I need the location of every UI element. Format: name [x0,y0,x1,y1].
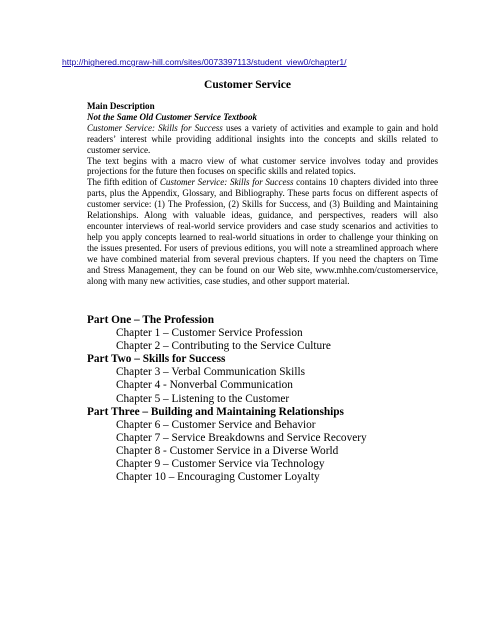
book-title: Customer Service: Skills for Success [159,177,294,188]
chapter-item: Chapter 5 – Listening to the Customer [116,392,290,405]
part-heading: Part Three – Building and Maintaining Relationships [87,405,344,418]
chapter-item: Chapter 9 – Customer Service via Technology [116,458,325,471]
chapter-item: Chapter 7 – Service Breakdowns and Service Recovery [116,431,367,444]
paragraph-2: The text begins with a macro view of what customer service involves today and provides projections for the future then focuses on specific skills and related topics. [87,155,438,177]
chapter-item: Chapter 10 – Encouraging Customer Loyalty [116,471,320,484]
book-title: Customer Service: Skills for Success [87,122,223,133]
chapter-item: Chapter 4 - Nonverbal Communication [116,379,293,392]
section-subheading: Not the Same Old Customer Service Textbook [87,111,258,122]
paragraph-3-text: contains 10 chapters divided into three parts, plus the Appendix, Glossary, and Bibliography. These parts focus on different aspects of customer service: (1) The Profession, (2) Skills for Success, and (3) Building and Maintaining Relationships. Along with valuable ideas, guidance, and perspectives, readers will also encounter interviews of real-world service providers and case study scenarios and activities to help you apply concepts learned to real-world situations in order to challenge your thinking on the issues presented. For users of previous editions, you will note a streamlined approach where we have combined material from several previous chapters. If you need the chapters on Time and Stress Management, they can be found on our Web site, www.mhhe.com/customerservice, along with many new activities, case studies, and other support material. [87,177,438,286]
chapter-item: Chapter 3 – Verbal Communication Skills [116,366,305,379]
chapter-item: Chapter 6 – Customer Service and Behavior [116,418,316,431]
chapter-item: Chapter 1 – Customer Service Profession [116,327,303,340]
chapter-item: Chapter 8 - Customer Service in a Diverse World [116,444,339,457]
page-title: Customer Service [204,79,291,91]
paragraph-3-pre: The fifth edition of [87,177,160,188]
main-description [87,101,438,286]
paragraph-1 [87,123,438,156]
table-of-contents [87,314,447,484]
chapter-item: Chapter 2 – Contributing to the Service Culture [116,340,331,353]
part-heading: Part Two – Skills for Success [87,353,226,366]
part-heading: Part One – The Profession [87,314,214,326]
section-heading: Main Description [87,101,155,111]
source-link[interactable]: http://highered.mcgraw-hill.com/sites/0073397113/student_view0/chapter1/ [62,57,347,67]
paragraph-1-text: uses a variety of activities and example to gain and hold readers’ interest while providing additional insights into the concepts and skills related to customer service. [87,122,438,155]
paragraph-3 [87,177,438,286]
